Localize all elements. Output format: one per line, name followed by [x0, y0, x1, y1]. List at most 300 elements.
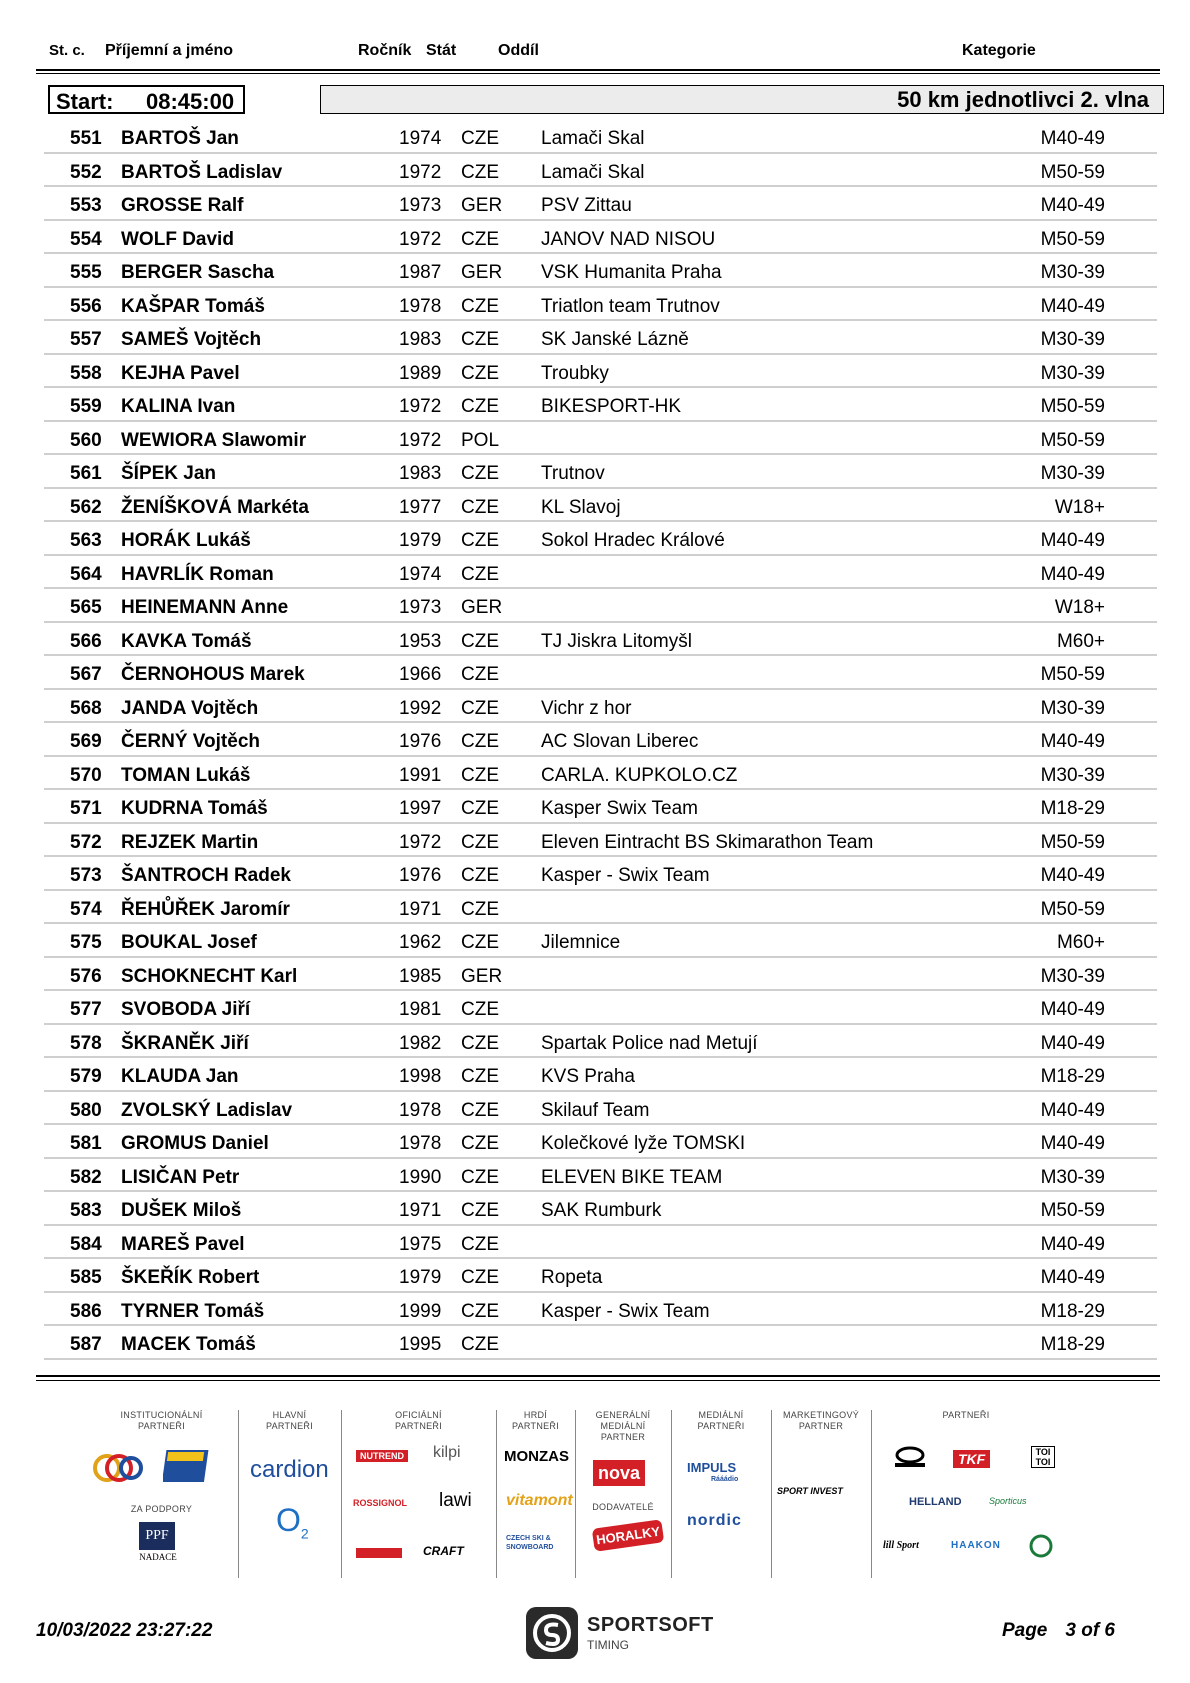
table-row — [0, 958, 1190, 992]
cell-nationality: CZE — [461, 463, 499, 484]
cell-start-number: 557 — [70, 329, 102, 350]
cell-start-number: 581 — [70, 1133, 102, 1154]
monzas-logo: MONZAS — [504, 1448, 569, 1465]
cell-start-number: 585 — [70, 1267, 102, 1288]
cell-club: AC Slovan Liberec — [541, 731, 699, 752]
cell-name: ZVOLSKÝ Ladislav — [121, 1099, 293, 1121]
cell-club: Skilauf Team — [541, 1099, 650, 1121]
cell-year: 1972 — [399, 396, 442, 417]
cell-nationality: CZE — [461, 1032, 499, 1054]
cell-name: ŠÍPEK Jan — [121, 463, 217, 484]
o2-logo: $O_2$ — [276, 1502, 309, 1542]
sportsoft-logo — [525, 1606, 725, 1662]
table-row — [0, 355, 1190, 389]
cell-club: Triatlon team Trutnov — [541, 295, 720, 317]
cell-name: KEJHA Pavel — [121, 362, 240, 384]
cell-year: 1978 — [399, 295, 442, 317]
cell-name: REJZEK Martin — [121, 831, 259, 853]
cell-start-number: 560 — [70, 429, 102, 451]
start-label: Start: — [56, 89, 114, 114]
wave-title: 50 km jednotlivci 2. vlna — [320, 85, 1164, 114]
cus-logo-icon — [93, 1450, 143, 1486]
table-row — [0, 891, 1190, 925]
cell-start-number: 572 — [70, 831, 102, 853]
cell-nationality: CZE — [461, 898, 499, 920]
partners-marketing — [771, 1410, 872, 1578]
cell-nationality: GER — [461, 262, 503, 283]
cell-category: M40-49 — [1040, 530, 1105, 551]
cell-name: ČERNÝ Vojtěch — [121, 731, 261, 752]
cell-name: GROSSE Ralf — [121, 195, 244, 216]
cell-club: Sokol Hradec Králové — [541, 530, 725, 551]
cell-club: Spartak Police nad Metují — [541, 1032, 758, 1054]
cell-name: HAVRLÍK Roman — [121, 563, 274, 585]
sport-invest-logo: SPORT INVEST — [777, 1486, 843, 1496]
table-row — [0, 723, 1190, 757]
cell-year: 1985 — [399, 965, 442, 987]
cell-name: ŽENÍŠKOVÁ Markéta — [121, 496, 309, 518]
footer-divider — [36, 1375, 1160, 1377]
ppf-logo: PPF — [139, 1522, 175, 1550]
col-start-number: St. c. — [49, 42, 85, 59]
column-header — [0, 38, 1190, 68]
cell-nationality: CZE — [461, 731, 499, 752]
cell-club: CARLA. KUPKOLO.CZ — [541, 764, 738, 786]
cell-name: TYRNER Tomáš — [121, 1300, 265, 1322]
cell-start-number: 570 — [70, 764, 102, 786]
cell-name: ŘEHŮŘEK Jaromír — [121, 898, 290, 920]
cell-nationality: CZE — [461, 865, 499, 886]
cell-start-number: 564 — [70, 563, 102, 585]
cell-nationality: CZE — [461, 228, 499, 250]
cell-start-number: 551 — [70, 128, 102, 149]
cell-category: W18+ — [1054, 496, 1105, 518]
table-row — [0, 1293, 1190, 1327]
cell-name: LISIČAN Petr — [121, 1166, 240, 1188]
cell-category: M30-39 — [1040, 965, 1105, 987]
cell-name: ŠANTROCH Radek — [121, 865, 291, 886]
cell-name: DUŠEK Miloš — [121, 1200, 242, 1221]
page-label: Page — [1001, 1620, 1048, 1641]
cell-year: 1973 — [399, 195, 442, 216]
cell-club: KL Slavoj — [541, 496, 621, 518]
cell-category: M50-59 — [1040, 664, 1105, 685]
cell-nationality: CZE — [461, 1300, 499, 1322]
cell-club: Kasper - Swix Team — [541, 1300, 710, 1322]
cell-name: KALINA Ivan — [121, 396, 236, 417]
cell-start-number: 578 — [70, 1032, 102, 1054]
cell-category: M50-59 — [1040, 429, 1105, 451]
cell-name: KLAUDA Jan — [121, 1066, 239, 1087]
cell-category: M30-39 — [1040, 697, 1105, 719]
table-row — [0, 790, 1190, 824]
cell-year: 1987 — [399, 262, 442, 283]
table-row — [0, 422, 1190, 456]
cell-category: M50-59 — [1040, 161, 1105, 183]
cell-nationality: POL — [461, 429, 500, 451]
col-category: Kategorie — [962, 42, 1036, 59]
cell-year: 1978 — [399, 1099, 442, 1121]
cell-club: Lamači Skal — [541, 161, 645, 183]
cell-start-number: 561 — [70, 463, 102, 484]
cell-category: M30-39 — [1040, 463, 1105, 484]
cell-club: PSV Zittau — [541, 195, 632, 216]
cell-start-number: 586 — [70, 1300, 102, 1322]
cell-nationality: CZE — [461, 1166, 499, 1188]
cell-name: BARTOŠ Jan — [121, 128, 239, 149]
cell-nationality: CZE — [461, 530, 499, 551]
cell-year: 1997 — [399, 798, 442, 819]
cell-name: ŠKEŘÍK Robert — [121, 1267, 260, 1288]
partners-media-title: MEDIÁLNÍ PARTNEŘI — [697, 1410, 745, 1431]
partners-strip — [85, 1410, 1115, 1580]
cell-year: 1972 — [399, 429, 442, 451]
cell-club: Kasper - Swix Team — [541, 865, 710, 886]
sporticus-logo: Sporticus — [989, 1496, 1027, 1506]
cell-name: BOUKAL Josef — [121, 932, 257, 953]
table-row — [0, 522, 1190, 556]
cardion-logo: cardion — [250, 1456, 329, 1483]
partners-marketing-title: MARKETINGOVÝ PARTNER — [782, 1410, 860, 1431]
cell-name: BARTOŠ Ladislav — [121, 161, 283, 183]
cell-nationality: CZE — [461, 697, 499, 719]
cell-name: HEINEMANN Anne — [121, 597, 289, 618]
craft-logo: CRAFT — [423, 1544, 464, 1558]
cell-year: 1992 — [399, 697, 442, 719]
cell-club: SK Janské Lázně — [541, 329, 689, 350]
cell-club: VSK Humanita Praha — [541, 262, 722, 283]
cell-nationality: CZE — [461, 1334, 499, 1355]
cell-name: MACEK Tomáš — [121, 1334, 256, 1355]
cell-club: Trutnov — [541, 463, 605, 484]
horalky-logo: HORALKY — [592, 1519, 665, 1552]
cell-year: 1982 — [399, 1032, 442, 1054]
cell-category: M50-59 — [1040, 898, 1105, 920]
tkf-logo: TKF — [953, 1450, 990, 1468]
table-row — [0, 489, 1190, 523]
cell-start-number: 574 — [70, 898, 102, 920]
enfnt-logo-icon — [356, 1548, 402, 1558]
cell-start-number: 583 — [70, 1200, 102, 1221]
cell-year: 1976 — [399, 731, 442, 752]
partners-other — [871, 1410, 1061, 1578]
cell-category: M50-59 — [1040, 831, 1105, 853]
cell-nationality: CZE — [461, 664, 499, 685]
tt-logo-icon — [1029, 1534, 1053, 1558]
cell-category: M40-49 — [1040, 1133, 1105, 1154]
cell-nationality: CZE — [461, 161, 499, 183]
cell-nationality: CZE — [461, 396, 499, 417]
start-logo-icon — [163, 1446, 213, 1486]
cell-year: 1972 — [399, 161, 442, 183]
cell-nationality: CZE — [461, 329, 499, 350]
kilpi-logo: kilpi — [433, 1444, 461, 1461]
partners-official-title: OFICIÁLNÍ PARTNEŘI — [394, 1410, 443, 1431]
cell-category: M30-39 — [1040, 362, 1105, 384]
cell-start-number: 573 — [70, 865, 102, 886]
partners-institutional — [85, 1410, 239, 1578]
cell-nationality: CZE — [461, 1267, 499, 1288]
cell-name: BERGER Sascha — [121, 262, 275, 283]
cell-year: 1974 — [399, 128, 442, 149]
entries-table — [0, 120, 1190, 1360]
cell-year: 1977 — [399, 496, 442, 518]
nordic-logo: nordic — [687, 1512, 742, 1529]
cell-year: 1981 — [399, 999, 442, 1020]
page-indicator — [1002, 1620, 1115, 1642]
cell-nationality: GER — [461, 965, 503, 987]
partners-general-media — [575, 1410, 672, 1578]
cell-nationality: CZE — [461, 295, 499, 317]
cell-category: M18-29 — [1040, 1300, 1105, 1322]
cell-nationality: CZE — [461, 764, 499, 786]
table-row — [0, 1058, 1190, 1092]
cell-club: Lamači Skal — [541, 128, 645, 149]
cell-start-number: 584 — [70, 1233, 102, 1255]
cell-category: M40-49 — [1040, 1099, 1105, 1121]
cell-category: M50-59 — [1040, 228, 1105, 250]
table-row — [0, 656, 1190, 690]
sportsoft-sub: TIMING — [587, 1638, 629, 1652]
cell-nationality: CZE — [461, 1099, 499, 1121]
partners-official — [341, 1410, 497, 1578]
cell-category: M40-49 — [1040, 1032, 1105, 1054]
cell-name: KAVKA Tomáš — [121, 630, 252, 652]
table-row — [0, 1226, 1190, 1260]
cell-name: GROMUS Daniel — [121, 1133, 269, 1154]
nutrend-logo: NUTREND — [356, 1450, 408, 1462]
cell-name: SVOBODA Jiří — [121, 999, 251, 1020]
table-row — [0, 154, 1190, 188]
partners-main-title: HLAVNÍ PARTNEŘI — [265, 1410, 314, 1431]
start-time: 08:45:00 — [146, 89, 235, 114]
cell-nationality: CZE — [461, 1200, 499, 1221]
cell-start-number: 577 — [70, 999, 102, 1020]
cell-category: M40-49 — [1040, 195, 1105, 216]
table-row — [0, 556, 1190, 590]
cell-category: M40-49 — [1040, 731, 1105, 752]
cell-start-number: 559 — [70, 396, 102, 417]
cell-year: 1973 — [399, 597, 442, 618]
czech-ski-logo: CZECH SKI & SNOWBOARD — [506, 1535, 554, 1551]
cell-year: 1953 — [399, 630, 442, 652]
cell-start-number: 575 — [70, 932, 102, 953]
table-row — [0, 455, 1190, 489]
cell-start-number: 568 — [70, 697, 102, 719]
sportsoft-icon — [525, 1606, 579, 1660]
cell-club: BIKESPORT-HK — [541, 396, 682, 417]
cell-nationality: CZE — [461, 999, 499, 1020]
cell-club: Eleven Eintracht BS Skimarathon Team — [541, 831, 874, 853]
cell-start-number: 553 — [70, 195, 102, 216]
table-row — [0, 120, 1190, 154]
cell-club: SAK Rumburk — [541, 1200, 662, 1221]
cell-start-number: 556 — [70, 295, 102, 317]
table-row — [0, 187, 1190, 221]
cell-category: M30-39 — [1040, 1166, 1105, 1188]
col-name: Příjemní a jméno — [105, 42, 234, 59]
cell-nationality: CZE — [461, 1066, 499, 1087]
cell-category: M30-39 — [1040, 329, 1105, 350]
partners-general-title: GENERÁLNÍ MEDIÁLNÍ PARTNER — [595, 1410, 651, 1442]
lawi-logo: lawi — [439, 1490, 472, 1511]
cell-club: Kolečkové lyže TOMSKI — [541, 1133, 746, 1154]
table-row — [0, 924, 1190, 958]
table-row — [0, 388, 1190, 422]
cell-name: HORÁK Lukáš — [121, 530, 251, 551]
col-nat: Stát — [426, 42, 457, 59]
ppf-sub: NADACE — [139, 1552, 177, 1562]
table-row — [0, 1159, 1190, 1193]
cell-year: 1999 — [399, 1300, 442, 1322]
table-row — [0, 1092, 1190, 1126]
cell-nationality: CZE — [461, 563, 499, 585]
cell-category: M40-49 — [1040, 1233, 1105, 1255]
cell-year: 1975 — [399, 1233, 442, 1255]
cell-category: M30-39 — [1040, 262, 1105, 283]
table-row — [0, 589, 1190, 623]
cell-year: 1974 — [399, 563, 442, 585]
table-row — [0, 757, 1190, 791]
cell-nationality: CZE — [461, 798, 499, 819]
cell-start-number: 565 — [70, 597, 102, 618]
cell-category: M18-29 — [1040, 1066, 1105, 1087]
cell-category: M40-49 — [1040, 128, 1105, 149]
partners-proud-title: HRDÍ PARTNEŘI — [511, 1410, 560, 1431]
cell-category: M50-59 — [1040, 396, 1105, 417]
cell-name: ČERNOHOUS Marek — [121, 664, 305, 685]
cell-name: WOLF David — [121, 228, 234, 250]
cell-year: 1983 — [399, 463, 442, 484]
cell-year: 1966 — [399, 664, 442, 685]
cell-year: 1976 — [399, 865, 442, 886]
cell-club: Troubky — [541, 362, 609, 384]
partners-institutional-title: INSTITUCIONÁLNÍ PARTNEŘI — [120, 1410, 203, 1431]
haakon-logo: HAAKON — [951, 1540, 1001, 1551]
cell-start-number: 562 — [70, 496, 102, 518]
cell-name: WEWIORA Slawomir — [121, 429, 307, 451]
page-value: 3 of 6 — [1065, 1620, 1115, 1641]
sportsoft-brand: SPORTSOFT — [587, 1614, 714, 1636]
cell-club: Ropeta — [541, 1267, 603, 1288]
header-divider — [36, 69, 1160, 71]
cell-start-number: 555 — [70, 262, 102, 283]
nova-logo: nova — [593, 1460, 645, 1486]
cell-start-number: 566 — [70, 630, 102, 652]
cell-category: W18+ — [1054, 597, 1105, 618]
col-year: Ročník — [358, 42, 412, 59]
cell-category: M60+ — [1056, 932, 1105, 953]
table-row — [0, 254, 1190, 288]
cell-category: M50-59 — [1040, 1200, 1105, 1221]
cell-start-number: 571 — [70, 798, 102, 819]
cell-category: M18-29 — [1040, 798, 1105, 819]
cell-name: KAŠPAR Tomáš — [121, 295, 265, 317]
cell-start-number: 582 — [70, 1166, 102, 1188]
cell-year: 1972 — [399, 831, 442, 853]
cell-start-number: 569 — [70, 731, 102, 752]
table-row — [0, 1192, 1190, 1226]
cell-club: JANOV NAD NISOU — [541, 228, 716, 250]
table-row — [0, 221, 1190, 255]
cell-year: 1978 — [399, 1133, 442, 1154]
table-row — [0, 991, 1190, 1025]
cell-category: M60+ — [1056, 630, 1105, 652]
table-row — [0, 1259, 1190, 1293]
cell-start-number: 552 — [70, 161, 102, 183]
cell-start-number: 567 — [70, 664, 102, 685]
cell-year: 1990 — [399, 1166, 442, 1188]
cell-nationality: CZE — [461, 932, 499, 953]
start-time-box — [48, 85, 245, 114]
cell-year: 1995 — [399, 1334, 442, 1355]
cell-nationality: CZE — [461, 1133, 499, 1154]
cell-start-number: 563 — [70, 530, 102, 551]
rossignol-logo: ROSSIGNOL — [353, 1498, 408, 1508]
cell-nationality: CZE — [461, 496, 499, 518]
cell-year: 1983 — [399, 329, 442, 350]
table-row — [0, 623, 1190, 657]
partners-proud — [496, 1410, 576, 1578]
cell-year: 1979 — [399, 530, 442, 551]
cell-name: KUDRNA Tomáš — [121, 798, 268, 819]
cell-year: 1998 — [399, 1066, 442, 1087]
cell-nationality: GER — [461, 597, 503, 618]
cell-year: 1972 — [399, 228, 442, 250]
cell-name: JANDA Vojtěch — [121, 697, 259, 719]
toitoi-logo: TOI TOI — [1031, 1446, 1055, 1468]
table-row — [0, 1025, 1190, 1059]
cell-club: Jilemnice — [541, 932, 621, 953]
cell-name: MAREŠ Pavel — [121, 1233, 245, 1255]
cell-name: ŠKRANĚK Jiří — [121, 1032, 249, 1054]
helland-logo: HELLAND — [909, 1496, 962, 1508]
table-row — [0, 288, 1190, 322]
suppliers-title: DODAVATELÉ — [592, 1502, 654, 1512]
table-row — [0, 857, 1190, 891]
cell-category: M40-49 — [1040, 999, 1105, 1020]
cell-category: M18-29 — [1040, 1334, 1105, 1355]
cell-category: M40-49 — [1040, 563, 1105, 585]
cell-name: TOMAN Lukáš — [121, 764, 251, 786]
support-title: ZA PODPORY — [130, 1504, 193, 1514]
cell-category: M40-49 — [1040, 1267, 1105, 1288]
footer-divider-thin — [36, 1380, 1160, 1381]
cell-club: Vichr z hor — [541, 697, 632, 719]
vitamont-logo: vitamont — [506, 1492, 573, 1509]
cell-year: 1979 — [399, 1267, 442, 1288]
cell-category: M40-49 — [1040, 295, 1105, 317]
cell-year: 1989 — [399, 362, 442, 384]
partners-title: PARTNEŘI — [942, 1410, 990, 1420]
cell-category: M40-49 — [1040, 865, 1105, 886]
cell-name: SAMEŠ Vojtěch — [121, 329, 262, 350]
cell-club: ELEVEN BIKE TEAM — [541, 1166, 723, 1188]
cell-start-number: 554 — [70, 228, 102, 250]
cell-year: 1962 — [399, 932, 442, 953]
cell-club: TJ Jiskra Litomyšl — [541, 630, 692, 652]
partners-media — [671, 1410, 772, 1578]
cell-club: Kasper Swix Team — [541, 798, 698, 819]
lill-sport-logo: lill Sport — [883, 1540, 919, 1551]
table-row — [0, 690, 1190, 724]
cell-year: 1971 — [399, 898, 442, 920]
cell-category: M30-39 — [1040, 764, 1105, 786]
impuls-logo: IMPULS — [687, 1460, 737, 1475]
header-divider-thin — [36, 73, 1160, 74]
partners-main — [238, 1410, 342, 1578]
cell-nationality: CZE — [461, 831, 499, 853]
